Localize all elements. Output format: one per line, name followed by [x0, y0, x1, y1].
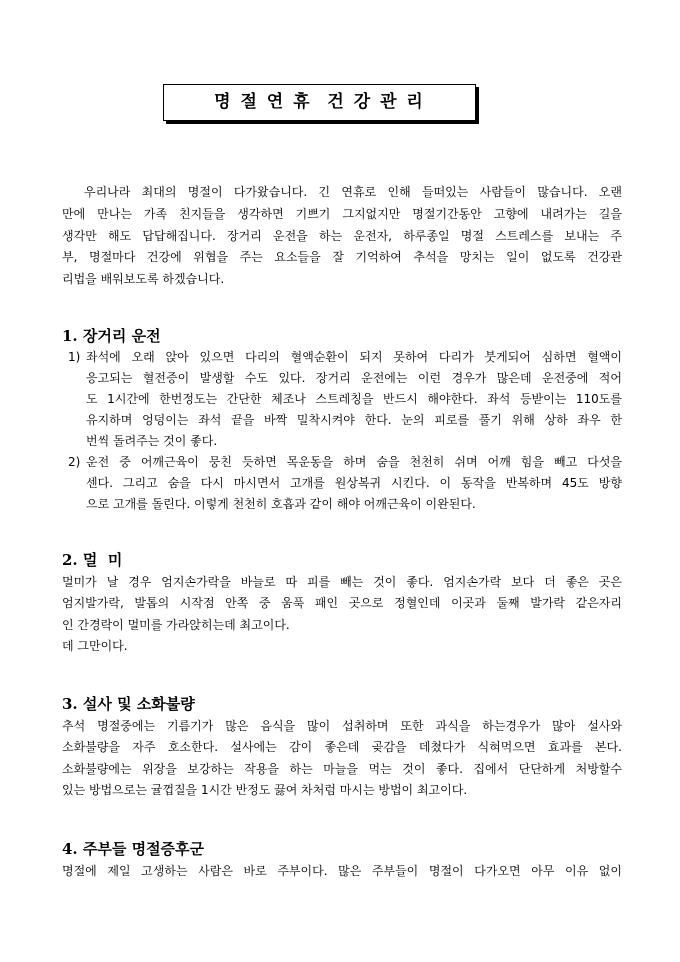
paragraph-line: 리법을 배워보도록 하겠습니다. [62, 272, 225, 286]
paragraph-line: 데 그만이다. [62, 639, 128, 653]
section-motion-sickness [62, 550, 622, 658]
paragraph-line: 좌석에 오래 앉아 있으면 다리의 혈액순환이 되지 못하여 다리가 붓게되어 심하면 혈액이 [86, 350, 622, 364]
section-heading: 1. 장거리 운전 [62, 327, 161, 345]
paragraph-line: 유지하며 엉덩이는 좌석 끝을 바짝 밀착시켜야 한다. 눈의 피로를 풀기 위해 상하 좌우 한 [86, 413, 622, 427]
paragraph-line: 부, 명절마다 건강에 위협을 주는 요소들을 잘 기억하여 추석을 망치는 일이 없도록 건강관 [62, 250, 622, 265]
paragraph-line: 소화불량에는 위장을 보강하는 작용을 하는 마늘을 먹는 것이 좋다. 집에서 단단하게 처방할수 [62, 761, 622, 776]
paragraph-line: 소화불량을 자주 호소한다. 설사에는 감이 좋은데 곶감을 데쳤다가 식혀먹으면 효과를 본다. [62, 740, 622, 754]
paragraph-line: 센다. 그리고 숨을 다시 마시면서 고개를 원상복귀 시킨다. 이 동작을 반복하며 45도 방향 [86, 476, 622, 490]
section-long-distance-driving [62, 326, 622, 515]
list-item [68, 347, 622, 452]
section-heading: 2. 멀 미 [62, 551, 123, 569]
paragraph-line: 명절에 제일 고생하는 사람은 바로 주부이다. 많은 주부들이 명절이 다가오면 아무 이유 없이 [62, 863, 622, 878]
paragraph-line: 있는 방법으로는 귤껍질을 1시간 반정도 끓여 차처럼 마시는 방법이 최고이다. [62, 783, 468, 797]
list-marker: 2) [68, 455, 81, 469]
paragraph-line: 응고되는 혈전증이 발생할 수도 있다. 장거리 운전에는 이런 경우가 많은데 운전중에 적어 [86, 371, 622, 385]
paragraph-line: 도 1시간에 한번정도는 간단한 체조나 스트레칭을 반드시 해야한다. 좌석 등받이는 110도를 [86, 392, 622, 406]
section-housewife-holiday-syndrome [62, 839, 622, 882]
section-diarrhea-indigestion [62, 694, 622, 802]
intro-paragraph [62, 182, 622, 291]
paragraph-line: 생각만 해도 답답해집니다. 장거리 운전을 하는 운전자, 하루종일 명절 스트레스를 보내는 주 [62, 228, 622, 243]
paragraph-line: 운전 중 어깨근육이 뭉친 듯하면 목운동을 하며 숨을 천천히 쉬며 어깨 힘을 빼고 다섯을 [86, 455, 622, 469]
section-heading: 4. 주부들 명절증후군 [62, 840, 205, 858]
paragraph-line: 추석 명절중에는 기름기가 많은 음식을 많이 섭취하며 또한 과식을 하는경우가 많아 설사와 [62, 718, 622, 733]
page-title: 명 절 연 휴 건 강 관 리 [163, 84, 476, 121]
paragraph-line: 엄지발가락, 발톱의 시작점 안쪽 중 움푹 패인 곳으로 정혈인데 이곳과 둘째 발가락 같은자리 [62, 596, 622, 610]
paragraph-line: 으로 고개를 돌린다. 이렇게 천천히 호흡과 같이 해야 어깨근육이 이완된다. [86, 497, 476, 511]
list-item [68, 452, 622, 515]
paragraph-line: 번씩 돌려주는 것이 좋다. [86, 434, 218, 448]
section-heading: 3. 설사 및 소화불량 [62, 695, 195, 713]
list-marker: 1) [68, 350, 81, 364]
paragraph-line: 만에 만나는 가족 친지들을 생각하면 기쁘기 그지없지만 명절기간동안 고향에 내려가는 길을 [62, 206, 622, 221]
paragraph-line: 인 간경락이 멀미를 가라앉히는데 최고이다. [62, 617, 290, 632]
paragraph-line: 우리나라 최대의 명절이 다가왔습니다. 긴 연휴로 인해 들떠있는 사람들이 많습니다. 오랜 [84, 185, 622, 199]
paragraph-line: 멀미가 날 경우 엄지손가락을 바늘로 따 피를 빼는 것이 좋다. 엄지손가락 보다 더 좋은 곳은 [62, 574, 622, 589]
